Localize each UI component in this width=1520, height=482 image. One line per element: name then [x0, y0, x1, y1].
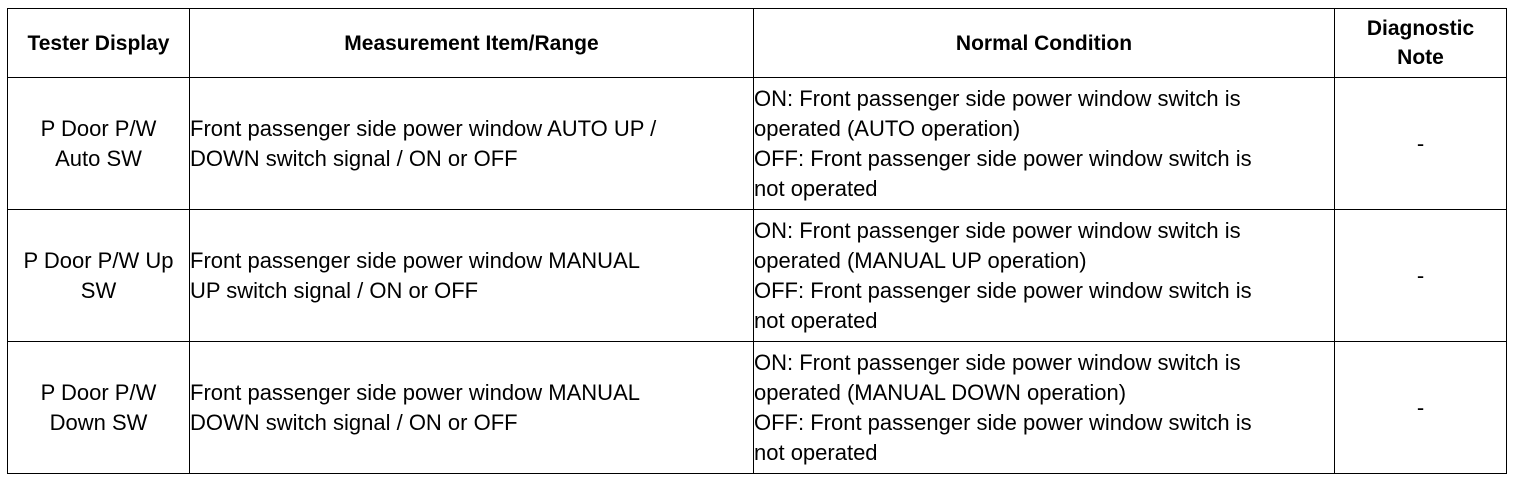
condition-line: ON: Front passenger side power window switch is [754, 85, 1241, 111]
tester-display-line: P Door P/W [40, 379, 157, 405]
header-normal-condition [754, 9, 1335, 78]
tester-display-line: P Door P/W [40, 115, 157, 141]
cell-tester-display [8, 78, 190, 210]
measurement-line: DOWN switch signal / ON or OFF [190, 409, 518, 435]
cell-measurement [190, 342, 754, 474]
cell-diagnostic-note [1335, 210, 1507, 342]
header-diagnostic-note-line1: Diagnostic [1366, 17, 1475, 40]
measurement-line: Front passenger side power window MANUAL [190, 379, 640, 405]
condition-line: ON: Front passenger side power window switch is [754, 217, 1241, 243]
cell-diagnostic-note [1335, 78, 1507, 210]
condition-line: not operated [754, 175, 878, 201]
table-row [8, 342, 1507, 474]
condition-line: OFF: Front passenger side power window switch is [754, 277, 1252, 303]
diagnostic-note-value: - [1416, 394, 1425, 420]
condition-line: OFF: Front passenger side power window switch is [754, 145, 1252, 171]
condition-line: operated (AUTO operation) [754, 115, 1021, 141]
header-diagnostic-note-line2: Note [1397, 46, 1444, 69]
condition-line: not operated [754, 439, 878, 465]
cell-tester-display [8, 342, 190, 474]
tester-display-line: Down SW [49, 409, 148, 435]
cell-normal-condition [754, 78, 1335, 210]
condition-line: OFF: Front passenger side power window switch is [754, 409, 1252, 435]
condition-line: ON: Front passenger side power window switch is [754, 349, 1241, 375]
condition-line: not operated [754, 307, 878, 333]
tester-display-line: SW [80, 277, 117, 303]
condition-line: operated (MANUAL DOWN operation) [754, 379, 1127, 405]
diagnostic-table [7, 8, 1507, 474]
cell-diagnostic-note [1335, 342, 1507, 474]
header-diagnostic-note [1335, 9, 1507, 78]
diagnostic-table-container [7, 8, 1507, 474]
condition-line: operated (MANUAL UP operation) [754, 247, 1087, 273]
measurement-line: DOWN switch signal / ON or OFF [190, 145, 518, 171]
measurement-line: Front passenger side power window MANUAL [190, 247, 640, 273]
measurement-line: Front passenger side power window AUTO UP / [190, 115, 657, 141]
header-tester-display [8, 9, 190, 78]
header-tester-display-label: Tester Display [27, 31, 170, 55]
header-measurement-label: Measurement Item/Range [344, 31, 599, 55]
measurement-line: UP switch signal / ON or OFF [190, 277, 479, 303]
cell-tester-display [8, 210, 190, 342]
cell-measurement [190, 78, 754, 210]
cell-measurement [190, 210, 754, 342]
diagnostic-note-value: - [1416, 130, 1425, 156]
cell-normal-condition [754, 210, 1335, 342]
table-row [8, 78, 1507, 210]
table-header-row [8, 9, 1507, 78]
header-normal-condition-label: Normal Condition [955, 31, 1133, 55]
diagnostic-note-value: - [1416, 262, 1425, 288]
tester-display-line: P Door P/W Up [23, 247, 174, 273]
tester-display-line: Auto SW [55, 145, 142, 171]
table-row [8, 210, 1507, 342]
header-measurement [190, 9, 754, 78]
cell-normal-condition [754, 342, 1335, 474]
